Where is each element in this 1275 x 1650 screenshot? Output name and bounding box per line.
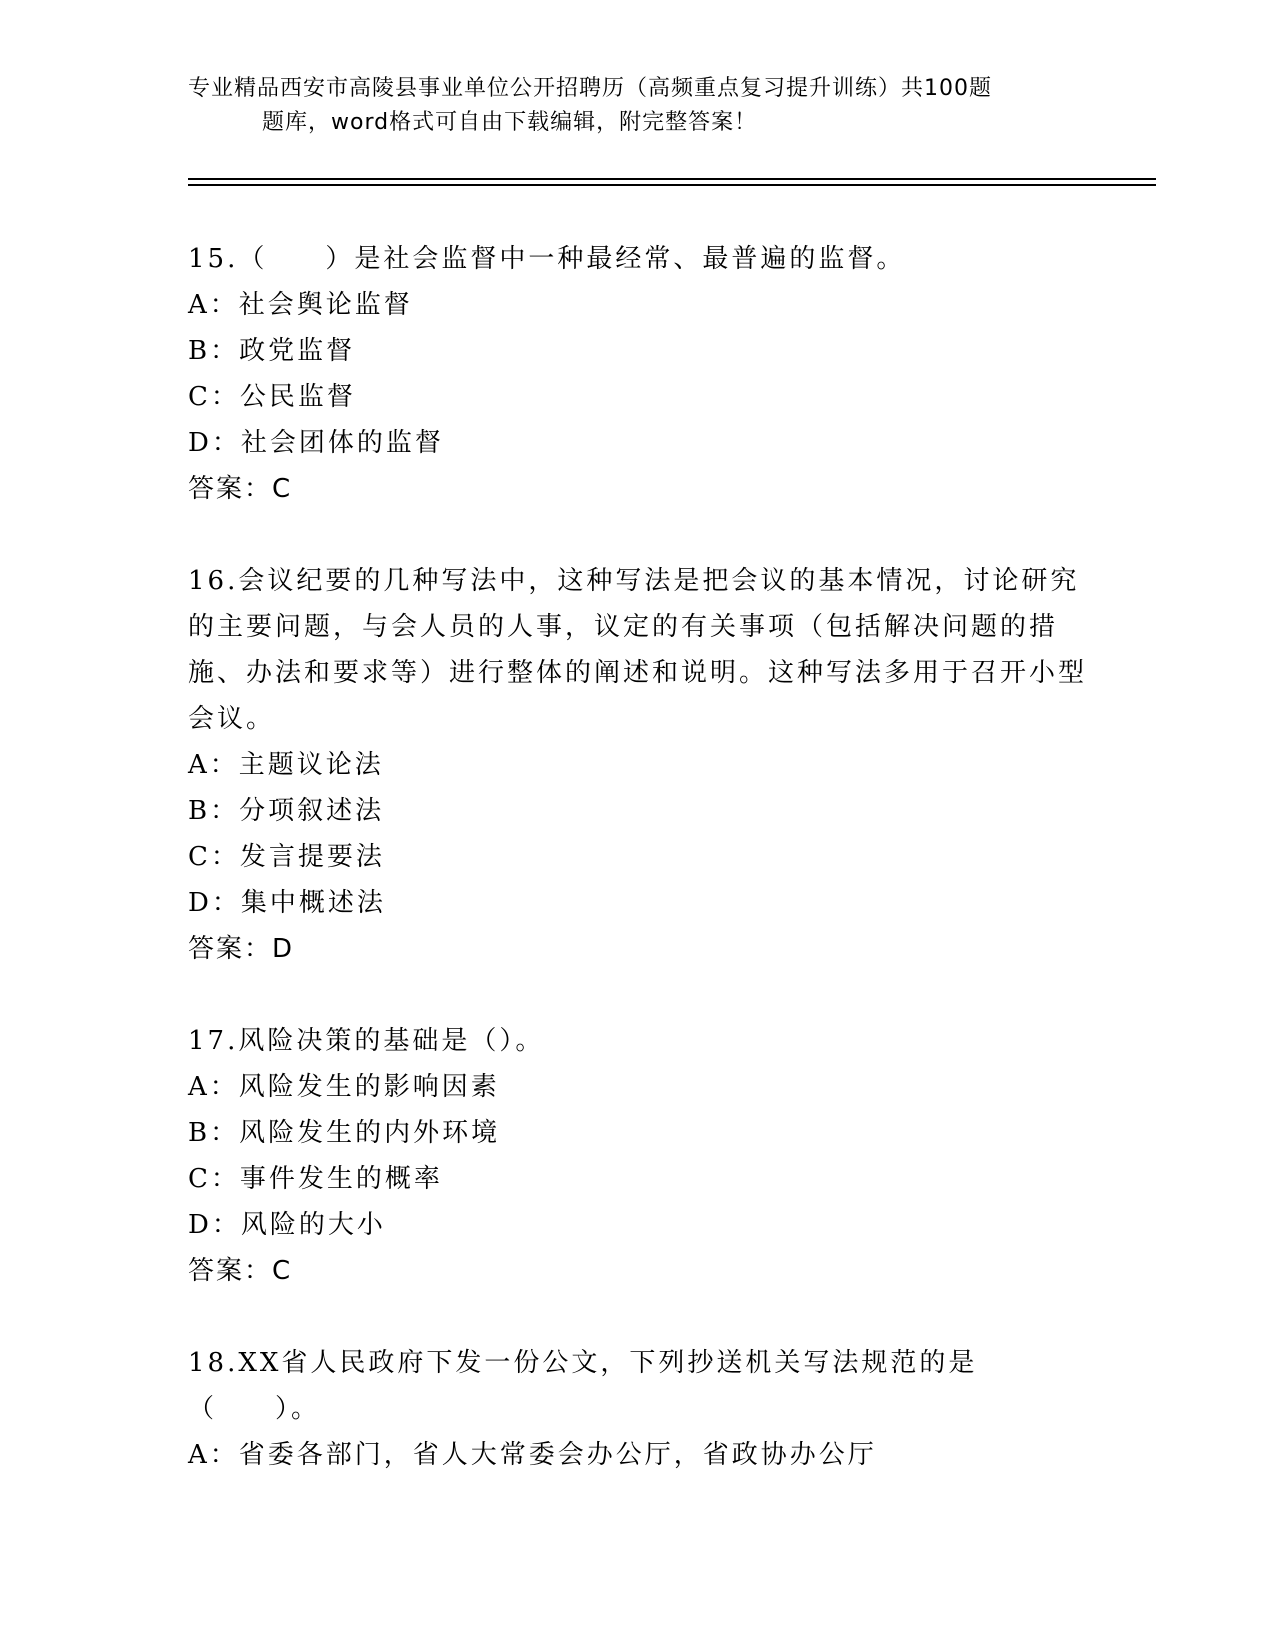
question-text: 17.风险决策的基础是（）。 bbox=[188, 1026, 545, 1056]
header-rule-top bbox=[188, 178, 1156, 180]
option-a: A：风险发生的影响因素 bbox=[188, 1072, 500, 1102]
question-16 bbox=[188, 558, 1088, 972]
option-a: A：主题议论法 bbox=[188, 750, 384, 780]
header-title-line2: 题库，word格式可自由下载编辑，附完整答案！ bbox=[262, 110, 758, 135]
question-text: 15.（ ）是社会监督中一种最经常、最普遍的监督。 bbox=[188, 244, 906, 274]
question-17 bbox=[188, 1018, 1088, 1294]
question-text: 18.XX省人民政府下发一份公文，下列抄送机关写法规范的是（ ）。 bbox=[188, 1348, 978, 1424]
option-b: B：政党监督 bbox=[188, 336, 356, 366]
question-15 bbox=[188, 236, 1088, 512]
question-text: 16.会议纪要的几种写法中，这种写法是把会议的基本情况，讨论研究的主要问题，与会人员的人事，议定的有关事项（包括解决问题的措施、办法和要求等）进行整体的阐述和说明。这种写法多用于召开小型会议。 bbox=[188, 566, 1088, 734]
answer: 答案：C bbox=[188, 474, 293, 504]
header-rule-bottom bbox=[188, 184, 1156, 186]
option-d: D：社会团体的监督 bbox=[188, 428, 444, 458]
option-c: C：公民监督 bbox=[188, 382, 356, 412]
document-header bbox=[188, 72, 1068, 140]
option-a: A：社会舆论监督 bbox=[188, 290, 413, 320]
answer: 答案：D bbox=[188, 934, 295, 964]
option-d: D：集中概述法 bbox=[188, 888, 386, 918]
option-c: C：发言提要法 bbox=[188, 842, 385, 872]
option-b: B：分项叙述法 bbox=[188, 796, 385, 826]
question-18 bbox=[188, 1340, 1088, 1478]
option-a: A：省委各部门，省人大常委会办公厅，省政协办公厅 bbox=[188, 1440, 877, 1470]
option-b: B：风险发生的内外环境 bbox=[188, 1118, 501, 1148]
header-title-line1: 专业精品西安市高陵县事业单位公开招聘历（高频重点复习提升训练）共100题 bbox=[188, 76, 992, 101]
option-c: C：事件发生的概率 bbox=[188, 1164, 443, 1194]
option-d: D：风险的大小 bbox=[188, 1210, 386, 1240]
question-list bbox=[188, 236, 1088, 1524]
answer: 答案：C bbox=[188, 1256, 293, 1286]
